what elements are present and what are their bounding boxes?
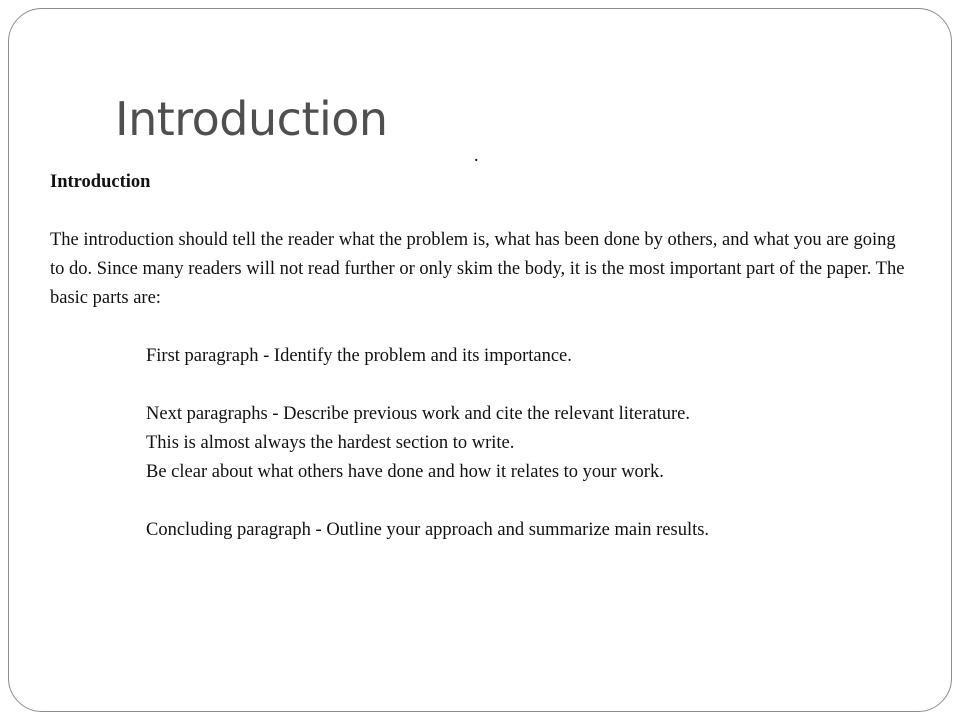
next-paragraphs-line: This is almost always the hardest section to write. bbox=[146, 433, 515, 453]
slide-body bbox=[50, 168, 910, 545]
next-paragraphs-item bbox=[146, 400, 910, 487]
stray-mark: . bbox=[474, 145, 479, 165]
next-paragraphs-line: Next paragraphs - Describe previous work and cite the relevant literature. bbox=[146, 404, 690, 424]
first-paragraph-item: First paragraph - Identify the problem and its importance. bbox=[146, 346, 572, 366]
slide-title: Introduction bbox=[115, 92, 388, 146]
next-paragraphs-line: Be clear about what others have done and how it relates to your work. bbox=[146, 462, 664, 482]
concluding-paragraph-item: Concluding paragraph - Outline your approach and summarize main results. bbox=[146, 520, 710, 540]
section-heading: Introduction bbox=[50, 172, 151, 192]
intro-paragraph: The introduction should tell the reader what the problem is, what has been done by others, and what you are going to do. Since many readers will not read further or only skim the body, it is the most important part of the paper. The basic parts are: bbox=[50, 230, 905, 308]
